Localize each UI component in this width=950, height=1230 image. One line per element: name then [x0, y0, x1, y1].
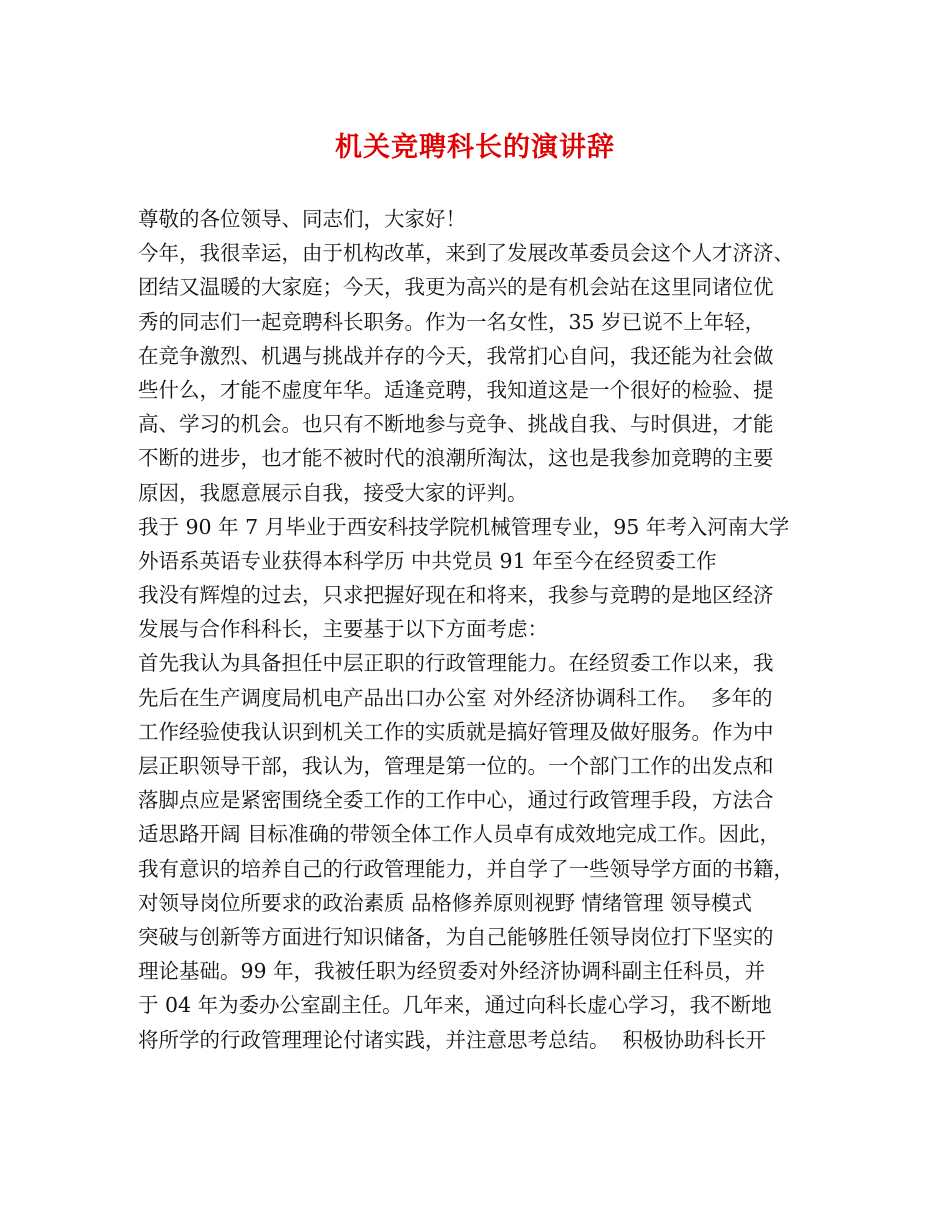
- text-line: 不断的进步，也才能不被时代的浪潮所淘汰，这也是我参加竞聘的主要: [138, 446, 774, 471]
- text-line: 将所学的行政管理理论付诸实践，并注意思考总结。 积极协助科长开: [138, 1027, 767, 1052]
- text-line: 适思路开阔 目标准确的带领全体工作人员卓有成效地完成工作。因此，: [138, 822, 781, 847]
- text-line: 在竞争激烈、机遇与挑战并存的今天，我常扪心自问，我还能为社会做: [138, 343, 774, 368]
- text-line: 于 04 年为委办公室副主任。几年来，通过向科长虚心学习，我不断地: [138, 993, 772, 1018]
- text-line: 发展与合作科科长，主要基于以下方面考虑：: [138, 617, 548, 642]
- text-line: 落脚点应是紧密围绕全委工作的工作中心，通过行政管理手段，方法合: [138, 788, 774, 813]
- text-line: 今年，我很幸运，由于机构改革，来到了发展改革委员会这个人才济济、: [138, 241, 794, 266]
- text-line: 我没有辉煌的过去，只求把握好现在和将来，我参与竞聘的是地区经济: [138, 583, 774, 608]
- text-line: 些什么，才能不虚度年华。适逢竞聘，我知道这是一个很好的检验、提: [138, 377, 774, 402]
- text-line: 先后在生产调度局机电产品出口办公室 对外经济协调科工作。 多年的: [138, 685, 773, 710]
- text-line: 外语系英语专业获得本科学历 中共党员 91 年至今在经贸委工作: [138, 548, 717, 573]
- text-line: 秀的同志们一起竞聘科长职务。作为一名女性，35 岁已说不上年轻，: [138, 309, 766, 334]
- document-title: 机关竞聘科长的演讲辞: [335, 132, 615, 163]
- document-body: [138, 202, 828, 1057]
- text-line: 尊敬的各位领导、同志们，大家好！: [138, 207, 466, 231]
- text-line: 层正职领导干部，我认为，管理是第一位的。一个部门工作的出发点和: [138, 754, 774, 778]
- text-line: 对领导岗位所要求的政治素质 品格修养原则视野 情绪管理 领导模式: [138, 890, 753, 915]
- text-line: 我于 90 年 7 月毕业于西安科技学院机械管理专业，95 年考入河南大学: [138, 514, 790, 539]
- text-line: 高、学习的机会。也只有不断地参与竞争、挑战自我、与时俱进，才能: [138, 412, 774, 437]
- text-line: 突破与创新等方面进行知识储备，为自己能够胜任领导岗位打下坚实的: [138, 924, 774, 949]
- text-line: 首先我认为具备担任中层正职的行政管理能力。在经贸委工作以来，我: [138, 651, 774, 676]
- text-line: 团结又温暖的大家庭；今天，我更为高兴的是有机会站在这里同诸位优: [138, 275, 774, 300]
- text-line: 原因，我愿意展示自我，接受大家的评判。: [138, 480, 528, 505]
- text-line: 工作经验使我认识到机关工作的实质就是搞好管理及做好服务。作为中: [138, 719, 774, 744]
- text-line: 我有意识的培养自己的行政管理能力，并自学了一些领导学方面的书籍，: [138, 856, 794, 881]
- text-line: 理论基础。99 年，我被任职为经贸委对外经济协调科副主任科员，并: [138, 959, 766, 984]
